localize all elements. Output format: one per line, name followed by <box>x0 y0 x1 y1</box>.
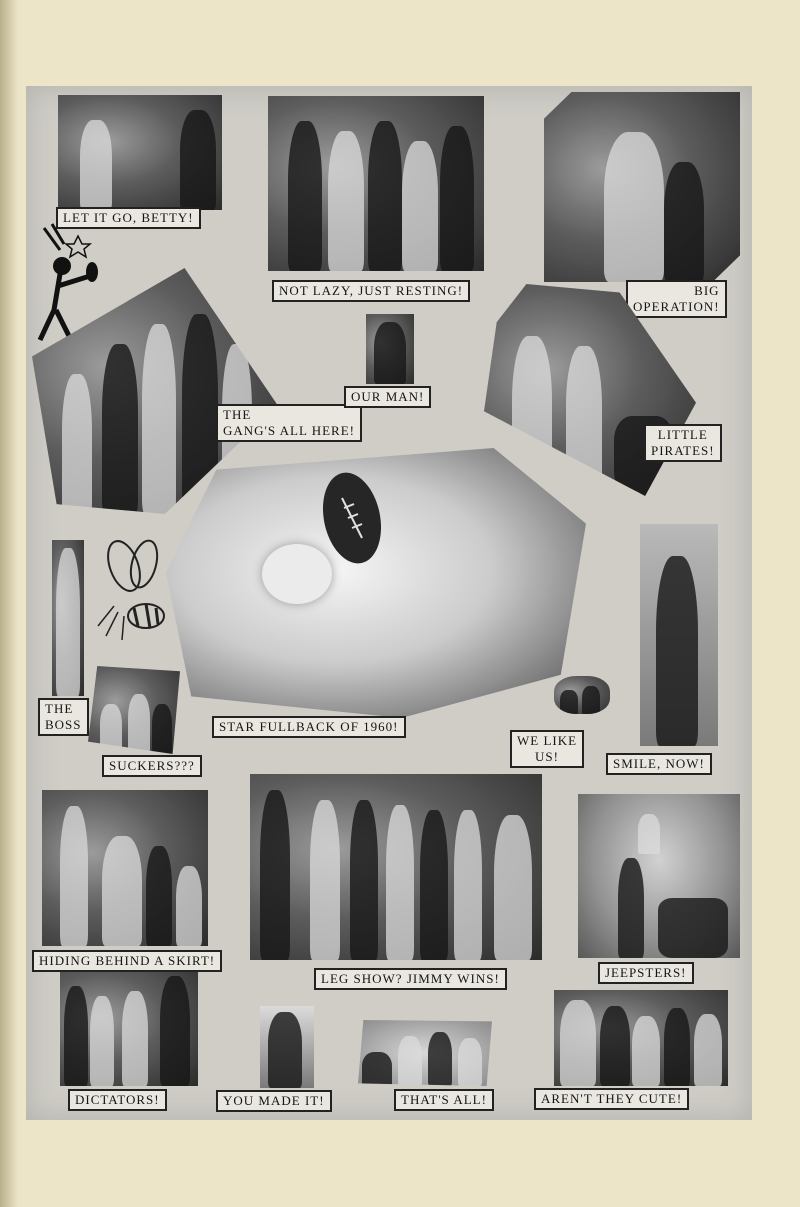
caption-dictators: DICTATORS! <box>68 1089 167 1111</box>
caption-leg-show-jimmy-wins: LEG SHOW? JIMMY WINS! <box>314 968 507 990</box>
caption-our-man: OUR MAN! <box>344 386 431 408</box>
photo-hiding-behind-a-skirt <box>42 790 208 946</box>
football-icon <box>312 468 392 568</box>
caption-little-pirates: LITTLE PIRATES! <box>644 424 722 462</box>
photo-leg-show-jimmy-wins <box>250 774 542 960</box>
caption-smile-now: SMILE, NOW! <box>606 753 712 775</box>
caption-not-lazy-just-resting: NOT LAZY, JUST RESTING! <box>272 280 470 302</box>
page-binding-edge <box>0 0 18 1207</box>
photo-we-like-us <box>554 676 610 714</box>
photo-star-fullback-of-1960 <box>166 448 586 718</box>
caption-hiding-behind-a-skirt: HIDING BEHIND A SKIRT! <box>32 950 222 972</box>
caption-thats-all: THAT'S ALL! <box>394 1089 494 1111</box>
photo-let-it-go-betty <box>58 95 222 210</box>
photo-thats-all <box>358 1020 492 1086</box>
caption-gangs-all-here: THE GANG'S ALL HERE! <box>216 404 362 442</box>
caption-let-it-go-betty: LET IT GO, BETTY! <box>56 207 201 229</box>
photo-dictators <box>60 972 198 1086</box>
photo-not-lazy-just-resting <box>268 96 484 271</box>
photo-the-boss <box>52 540 84 696</box>
photo-smile-now <box>640 524 718 746</box>
bee-mascot-icon <box>94 536 174 646</box>
caption-the-boss: THE BOSS <box>38 698 89 736</box>
photo-arent-they-cute <box>554 990 728 1086</box>
caption-jeepsters: JEEPSTERS! <box>598 962 694 984</box>
caption-arent-they-cute: AREN'T THEY CUTE! <box>534 1088 689 1110</box>
caption-star-fullback-of-1960: STAR FULLBACK OF 1960! <box>212 716 406 738</box>
photo-you-made-it <box>260 1006 314 1088</box>
photo-big-operation <box>544 92 740 282</box>
caption-suckers: SUCKERS??? <box>102 755 202 777</box>
photo-jeepsters <box>578 794 740 958</box>
photo-our-man <box>366 314 414 384</box>
caption-big-operation: BIG OPERATION! <box>626 280 727 318</box>
caption-you-made-it: YOU MADE IT! <box>216 1090 332 1112</box>
photo-suckers <box>88 666 180 754</box>
caption-we-like-us: WE LIKE US! <box>510 730 584 768</box>
